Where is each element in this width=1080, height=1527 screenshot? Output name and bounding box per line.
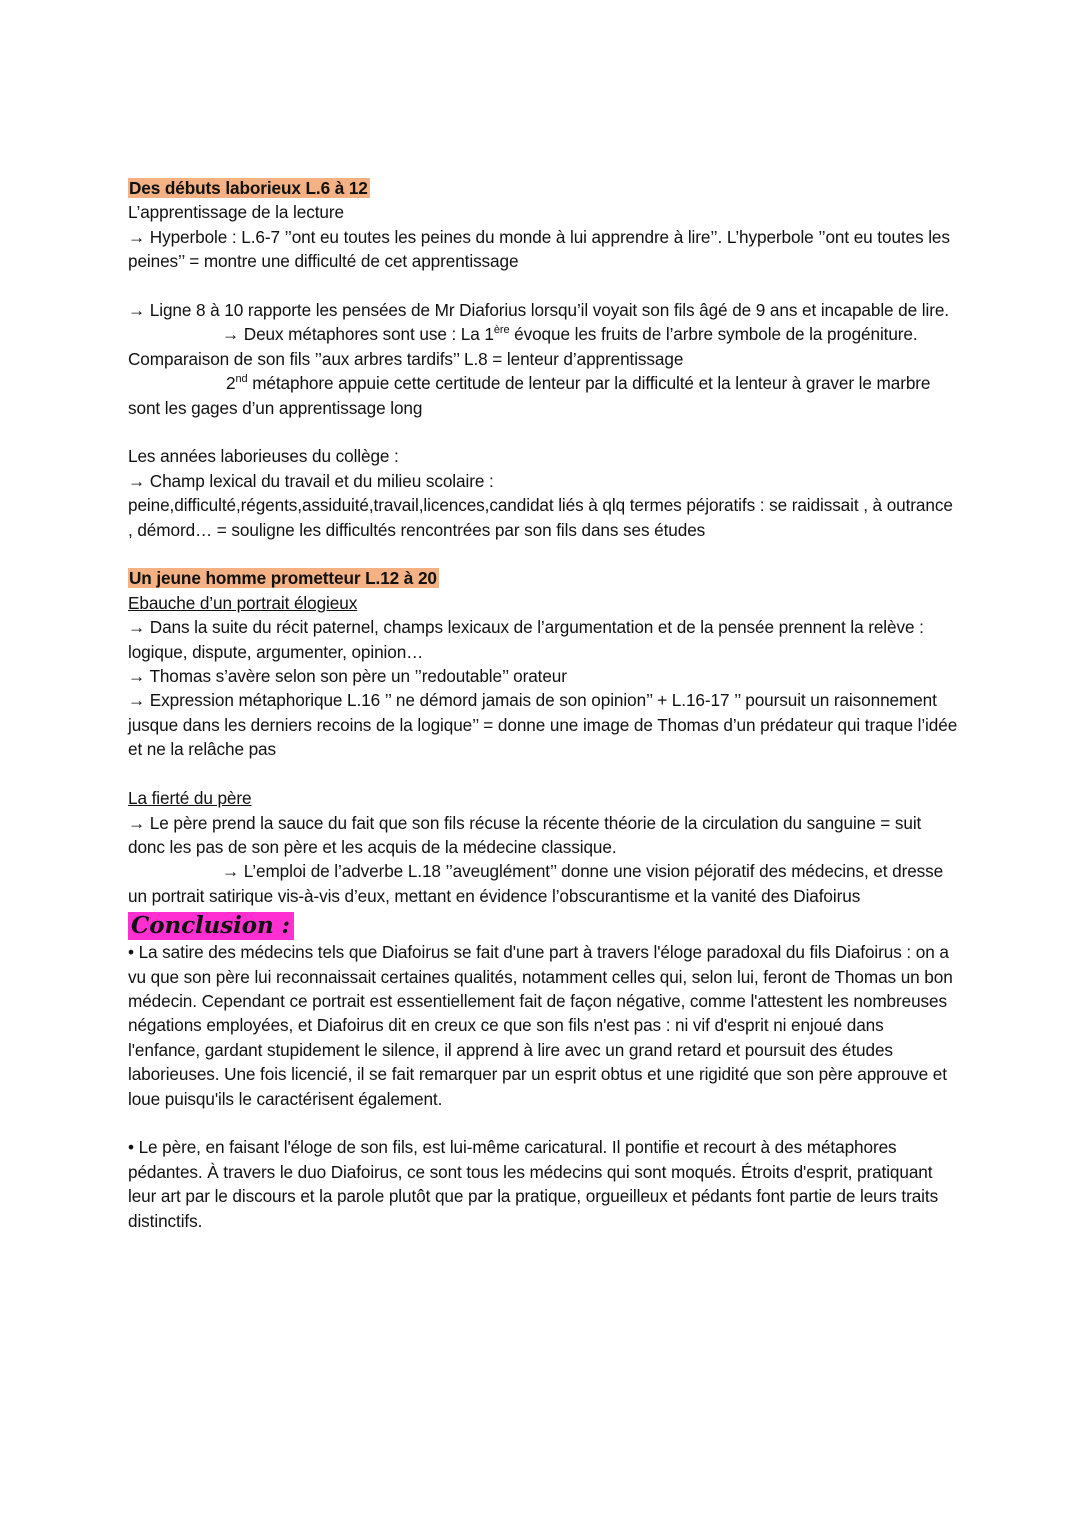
section-heading-debuts: Des débuts laborieux L.6 à 12 [129, 178, 368, 198]
paragraph-metaphores: → Deux métaphores sont use : La 1ère évoque les fruits de l’arbre symbole de la progéniture. Comparaison de son fils ’’aux arbres tardifs’’ L.8 = lenteur d’apprentissage [128, 324, 918, 369]
paragraph-seconde-metaphore: 2nd métaphore appuie cette certitude de lenteur par la difficulté et la lenteur à graver le marbre sont les gages d’un apprentissage long [128, 373, 931, 418]
subheading-portrait-elogieux: Ebauche d’un portrait élogieux [128, 592, 358, 613]
paragraph-termes: peine,difficulté,régents,assiduité,travail,licences,candidat liés à qlq termes péjoratifs : se raidissait , à outrance , démord… = souligne les difficultés rencontrées par son fils dans ses études [128, 495, 953, 540]
subheading-apprentissage: L’apprentissage de la lecture [128, 202, 344, 223]
subheading-fierte-pere: La fierté du père [128, 788, 252, 809]
paragraph-expression-metaphorique: → Expression métaphorique L.16 ’’ ne démord jamais de son opinion’’ + L.16-17 ’’ poursuit un raisonnement jusque dans les derniers recoins de la logique’’ = donne une image de Thomas d’un prédateur qui traque l’idée et ne la relâche pas [128, 690, 958, 760]
superscript-ere: ère [493, 324, 510, 337]
paragraph-sauce: → Le père prend la sauce du fait que son fils récuse la récente théorie de la circulation du sanguine = suit donc les pas de son père et les acquis de la médecine classique. [128, 812, 922, 857]
paragraph-champ-lexical: → Champ lexical du travail et du milieu scolaire : [128, 470, 494, 491]
superscript-nd: nd [235, 373, 248, 386]
subheading-annees-laborieuses: Les années laborieuses du collège : [128, 446, 399, 467]
paragraph-ligne-8-10: → Ligne 8 à 10 rapporte les pensées de Mr Diaforius lorsqu’il voyait son fils âgé de 9 ans et incapable de lire. [128, 300, 949, 321]
conclusion-heading: Conclusion : [128, 912, 294, 940]
paragraph-orateur: → Thomas s’avère selon son père un ’’redoutable’’ orateur [128, 666, 567, 687]
paragraph-recit-paternel: → Dans la suite du récit paternel, champs lexicaux de l’argumentation et de la pensée prennent la relève : logique, dispute, argumenter, opinion… [128, 617, 924, 662]
conclusion-paragraph-2: • Le père, en faisant l'éloge de son fils, est lui-même caricatural. Il pontifie et recourt à des métaphores pédantes. À travers le duo Diafoirus, ce sont tous les médecins qui sont moqués. Étroits d'esprit, pratiquant leur art par le discours et la parole plutôt que par la pratique, orgueilleux et pédants font partie de leurs traits distinctifs. [128, 1137, 939, 1231]
section-heading-jeune-homme: Un jeune homme prometteur L.12 à 20 [129, 568, 437, 589]
conclusion-paragraph-1: • La satire des médecins tels que Diafoirus se fait d'une part à travers l'éloge paradoxal du fils Diafoirus : on a vu que son père lui reconnaissait certaines qualités, notamment celles qui, selon lui, feront de Thomas un bon médecin. Cependant ce portrait est essentiellement fait de façon négative, comme l'attestent les nombreuses négations employées, et Diafoirus dit en creux ce que son fils n'est pas : ni vif d'esprit ni enjoué dans l'enfance, gardant stupidement le silence, il apprend à lire avec un grand retard et poursuit des études laborieuses. Une fois licencié, il se fait remarquer par un esprit obtus et une rigidité que son père approuve et loue puisqu'ils le caractérisent également. [128, 942, 953, 1109]
document-page [128, 176, 958, 1233]
paragraph-adverbe: → L’emploi de l’adverbe L.18 ’’aveuglément’’ donne une vision péjoratif des médecins, et dresse un portrait satirique vis-à-vis d’eux, mettant en évidence l’obscurantisme et la vanité des Diafoirus [128, 861, 944, 906]
paragraph-hyperbole: → Hyperbole : L.6-7 ’’ont eu toutes les peines du monde à lui apprendre à lire’’. L’hyperbole ’’ont eu toutes les peines’’ = montre une difficulté de cet apprentissage [128, 226, 950, 272]
